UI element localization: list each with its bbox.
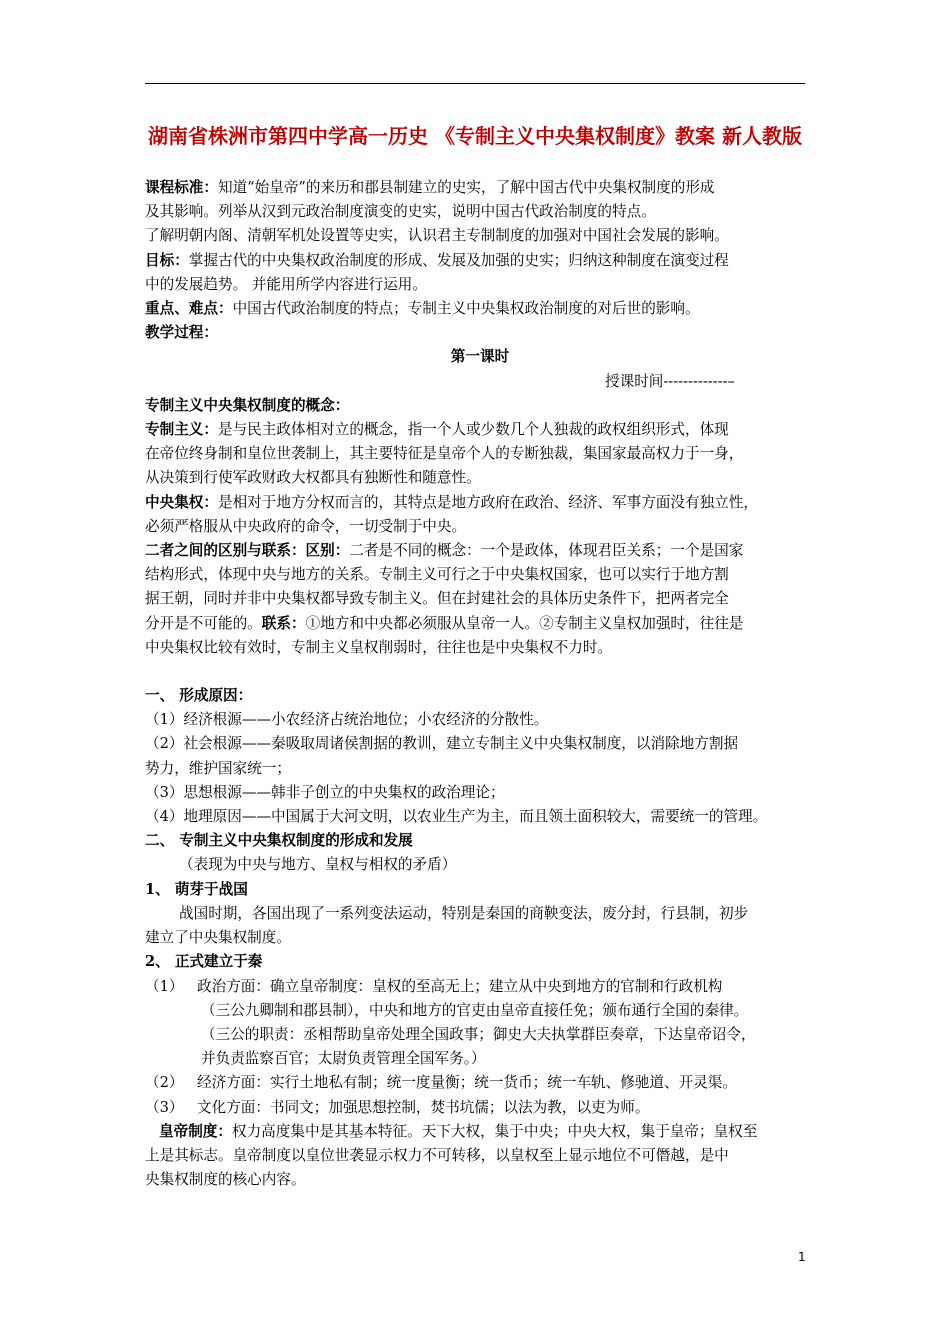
- emperor-line-3: 央集权制度的核心内容。: [145, 1171, 306, 1189]
- diff-line-5: 中央集权比较有效时，专制主义皇权削弱时，往往也是中央集权不力时。: [145, 638, 613, 656]
- phase-1-line-2: 建立了中央集权制度。: [145, 929, 291, 947]
- qin-politics-line-1: （1） 政治方面：确立皇帝制度：皇权的至高无上；建立从中央到地方的官制和行政机构: [145, 977, 723, 995]
- autocracy-line-1: 专制主义：是与民主政体相对立的概念，指一个人或少数几个人独裁的政权组织形式，体现: [145, 421, 729, 439]
- standard-line-2: 及其影响。列举从汉到元政治制度演变的史实，说明中国古代政治制度的特点。: [145, 203, 656, 221]
- diff-line-3: 据王朝，同时并非中央集权都导致专制主义。但在封建社会的具体历史条件下，把两者完全: [145, 590, 729, 608]
- goal-line-2: 中的发展趋势。 并能用所学内容进行运用。: [145, 275, 427, 293]
- lesson-heading: 第一课时: [450, 348, 510, 366]
- phase-1-heading: 1、 萌芽于战国: [145, 880, 248, 898]
- document-body: [145, 176, 815, 1192]
- qin-economy: （2） 经济方面：实行土地私有制；统一度量衡；统一货币；统一车轨、修驰道、开灵渠。: [145, 1074, 737, 1092]
- phase-1-line-1: 战国时期，各国出现了一系列变法运动，特别是秦国的商鞅变法，废分封，行县制，初步: [179, 904, 749, 922]
- qin-politics-line-3: （三公的职责：丞相帮助皇帝处理全国政事；御史大夫执掌群臣奏章，下达皇帝诏令，: [201, 1025, 756, 1043]
- concept-heading: 专制主义中央集权制度的概念：: [145, 396, 350, 414]
- goal-line-1: 目标：掌握古代的中央集权政治制度的形成、发展及加强的史实；归纳这种制度在演变过程: [145, 251, 729, 269]
- qin-politics-line-4: 并负责监察百官；太尉负责管理全国军务。）: [201, 1050, 486, 1068]
- diff-line-4: 分开是不可能的。联系：①地方和中央都必须服从皇帝一人。②专制主义皇权加强时，往往是: [145, 614, 744, 632]
- cause-item-2a: （2）社会根源——秦吸取周诸侯割据的教训，建立专制主义中央集权制度，以消除地方割据: [145, 735, 739, 753]
- qin-politics-line-2: （三公九卿制和郡县制），中央和地方的官吏由皇帝直接任免；颁布通行全国的秦律。: [201, 1001, 749, 1019]
- document-title: 湖南省株洲市第四中学高一历史 《专制主义中央集权制度》教案 新人教版: [148, 124, 802, 148]
- page-number: 1: [798, 1250, 806, 1264]
- autocracy-line-2: 在帝位终身制和皇位世袭制上，其主要特征是皇帝个人的专断独裁，集国家最高权力于一身，: [145, 445, 744, 463]
- section-1-heading: 一、 形成原因：: [145, 687, 253, 705]
- emperor-line-1: 皇帝制度：权力高度集中是其基本特征。天下大权，集于中央；中央大权，集于皇帝；皇权至: [159, 1122, 758, 1140]
- autocracy-line-3: 从决策到行使军政财政大权都具有独断性和随意性。: [145, 469, 481, 487]
- spacer: [145, 660, 815, 684]
- process-label: 教学过程：: [145, 324, 218, 342]
- section-2-subtitle: （表现为中央与地方、皇权与相权的矛盾）: [179, 856, 457, 874]
- autocracy-label: 专制主义：: [145, 421, 218, 439]
- emperor-line-2: 上是其标志。皇帝制度以皇位世袭显示权力不可转移，以皇权至上显示地位不可僭越，是中: [145, 1146, 729, 1164]
- central-line-1: 中央集权：是相对于地方分权而言的，其特点是地方政府在政治、经济、军事方面没有独立性，: [145, 493, 758, 511]
- section-2-heading: 二、 专制主义中央集权制度的形成和发展: [145, 832, 413, 850]
- cause-item-3: （3）思想根源——韩非子创立的中央集权的政治理论；: [145, 783, 505, 801]
- qin-culture: （3） 文化方面：书同文；加强思想控制，焚书坑儒；以法为教，以吏为师。: [145, 1098, 650, 1116]
- standard-label: 课程标准：: [145, 179, 218, 196]
- lesson-time: 授课时间-------------–: [605, 372, 735, 390]
- central-label: 中央集权：: [145, 493, 218, 511]
- standard-line-3: 了解明朝内阁、清朝军机处设置等史实，认识君主专制制度的加强对中国社会发展的影响。: [145, 227, 729, 245]
- central-line-2: 必须严格服从中央政府的命令，一切受制于中央。: [145, 517, 467, 535]
- goal-label: 目标：: [145, 251, 189, 269]
- phase-2-heading: 2、 正式建立于秦: [145, 953, 263, 971]
- cause-item-4: （4）地理原因——中国属于大河文明，以农业生产为主，而且领土面积较大，需要统一的管理。: [145, 808, 768, 826]
- cause-item-1: （1）经济根源——小农经济占统治地位；小农经济的分散性。: [145, 711, 549, 729]
- cause-item-2b: 势力，维护国家统一；: [145, 759, 291, 777]
- diff-label: 二者之间的区别与联系：区别：: [145, 542, 350, 560]
- link-label: 联系：: [261, 614, 306, 632]
- standard-line-1: 课程标准：知道“始皇帝”的来历和郡县制建立的史实，了解中国古代中央集权制度的形成: [145, 179, 715, 196]
- header-rule: [145, 83, 805, 84]
- emperor-label: 皇帝制度：: [159, 1122, 232, 1140]
- diff-line-2: 结构形式，体现中央与地方的关系。专制主义可行之于中央集权国家，也可以实行于地方割: [145, 566, 729, 584]
- key-points: 重点、难点：中国古代政治制度的特点；专制主义中央集权政治制度的对后世的影响。: [145, 300, 700, 318]
- diff-line-1: 二者之间的区别与联系：区别：二者是不同的概念：一个是政体，体现君臣关系；一个是国家: [145, 542, 744, 560]
- key-label: 重点、难点：: [145, 300, 233, 318]
